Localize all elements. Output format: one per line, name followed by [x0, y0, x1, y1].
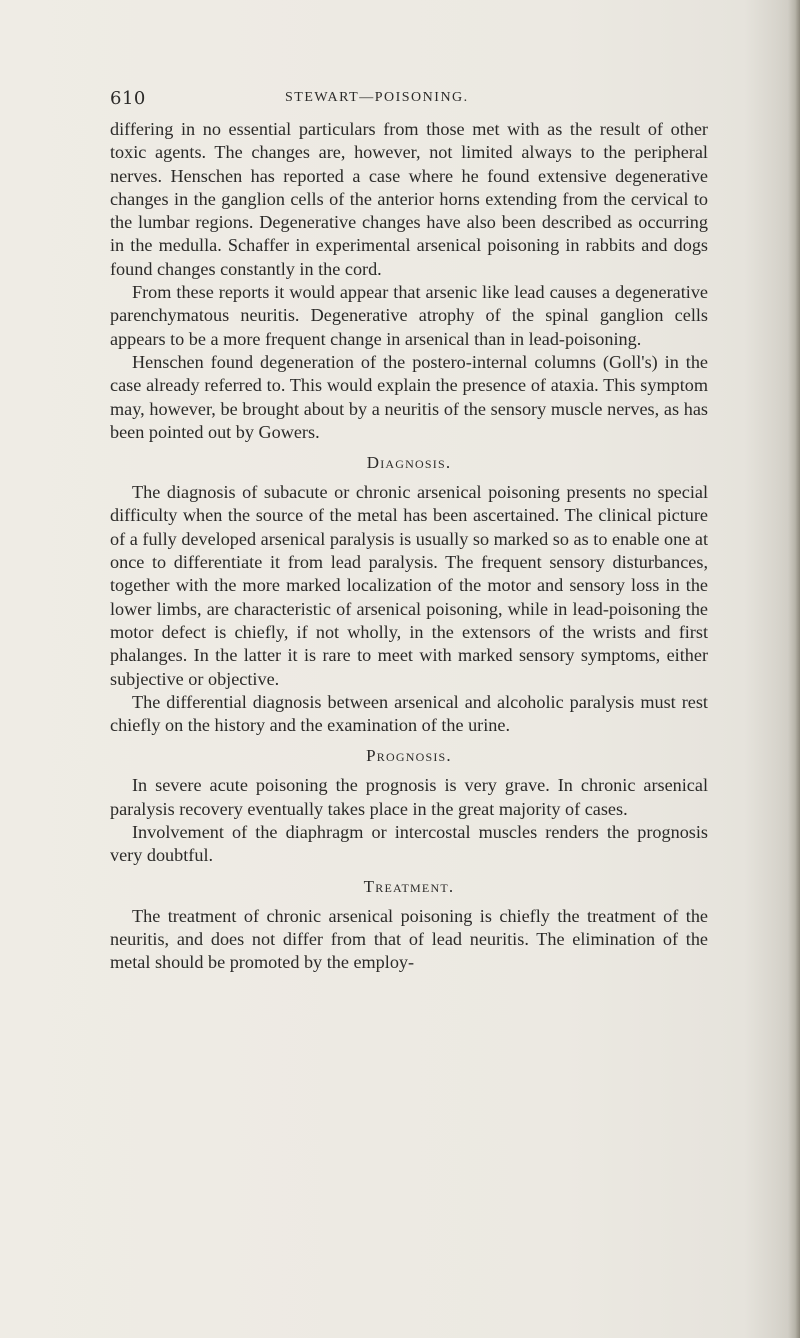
paragraph: From these reports it would appear that arsenic like lead causes a degenerative parenchymatous neuritis. Degenerative atrophy of the spinal ganglion cells appears to be a more frequent change in arsenical than in lead-poisoning.: [110, 282, 708, 349]
paragraph: In severe acute poisoning the prognosis is very grave. In chronic arsenical paralysis recovery eventually takes place in the great majority of cases.: [110, 775, 708, 819]
section-heading-treatment: Treatment.: [363, 876, 455, 896]
page-edge-shadow: [788, 0, 800, 1338]
page-header: [110, 88, 710, 114]
paragraph: The diagnosis of subacute or chronic arsenical poisoning presents no special difficulty when the source of the metal has been ascertained. The clinical picture of a fully developed arsenical paralysis is usually so marked so as to enable one at once to differentiate it from lead paralysis. The frequent sensory disturbances, together with the more marked localization of the motor and sensory loss in the lower limbs, are characteristic of arsenical poisoning, while in lead-poisoning the motor defect is chiefly, if not wholly, in the extensors of the wrists and first phalanges. In the latter it is rare to meet with marked sensory symptoms, either subjective or objective.: [110, 482, 708, 689]
body-text: [110, 118, 708, 975]
paragraph: Involvement of the diaphragm or intercostal muscles renders the prognosis very doubtful.: [110, 822, 708, 866]
paragraph: The differential diagnosis between arsenical and alcoholic paralysis must rest chiefly on the history and the examination of the urine.: [110, 691, 708, 736]
paragraph: differing in no essential particulars from those met with as the result of other toxic agents. The changes are, however, not limited always to the peripheral nerves. Henschen has reported a case where he found extensive degenerative changes in the ganglion cells of the anterior horns extending from the cervical to the lumbar regions. Degenerative changes have also been described as occurring in the medulla. Schaffer in experimental arsenical poisoning in rabbits and dogs found changes constantly in the cord.: [110, 119, 708, 279]
paragraph: The treatment of chronic arsenical poisoning is chiefly the treatment of the neuritis, and does not differ from that of lead neuritis. The elimination of the metal should be promoted by the employ-: [110, 905, 708, 973]
section-heading-diagnosis: Diagnosis.: [366, 453, 452, 473]
section-heading-prognosis: Prognosis.: [366, 746, 452, 766]
running-head: STEWART—POISONING.: [285, 90, 469, 105]
paragraph: Henschen found degeneration of the postero-internal columns (Goll's) in the case already referred to. This would explain the presence of ataxia. This symptom may, however, be brought about by a neuritis of the sensory muscle nerves, as has been pointed out by Gowers.: [110, 351, 708, 442]
page-number: 610: [110, 88, 146, 109]
